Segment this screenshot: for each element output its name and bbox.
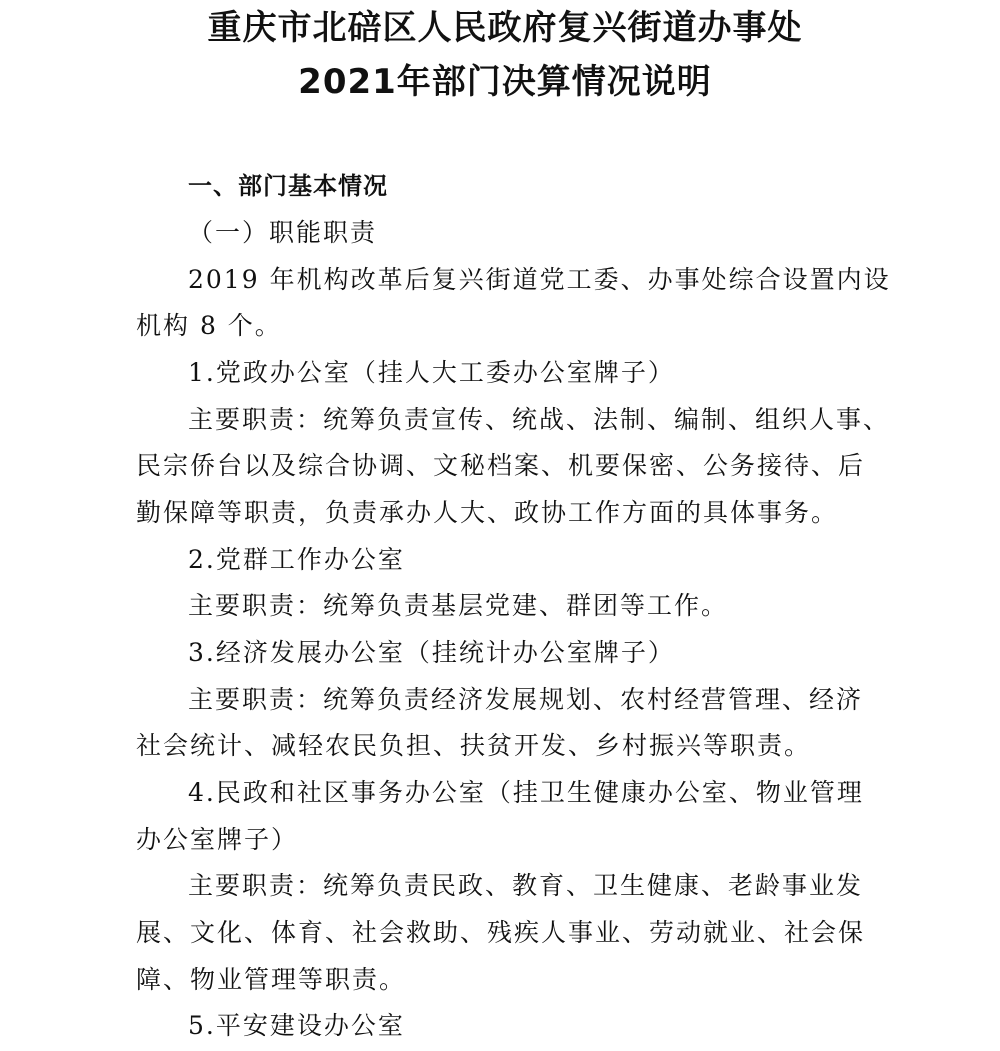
document-title-line1: 重庆市北碚区人民政府复兴街道办事处 xyxy=(207,8,803,48)
item2-title: 2.党群工作办公室 xyxy=(188,545,405,574)
item1-title: 1.党政办公室（挂人大工委办公室牌子） xyxy=(188,358,675,387)
item1-duty-line1: 主要职责：统筹负责宣传、统战、法制、编制、组织人事、 xyxy=(188,405,891,434)
section-heading-basic-info: 一、部门基本情况 xyxy=(188,172,388,200)
item1-duty-line2: 民宗侨台以及综合协调、文秘档案、机要保密、公务接待、后 xyxy=(136,451,866,480)
intro-paragraph-line1: 2019 年机构改革后复兴街道党工委、办事处综合设置内设 xyxy=(188,265,891,294)
item3-duty-line1: 主要职责：统筹负责经济发展规划、农村经营管理、经济 xyxy=(188,685,864,714)
item4-duty-line2: 展、文化、体育、社会救助、残疾人事业、劳动就业、社会保 xyxy=(136,918,866,947)
item3-duty-line2: 社会统计、减轻农民负担、扶贫开发、乡村振兴等职责。 xyxy=(136,731,812,760)
item4-duty-line1: 主要职责：统筹负责民政、教育、卫生健康、老龄事业发 xyxy=(188,871,864,900)
item3-title: 3.经济发展办公室（挂统计办公室牌子） xyxy=(188,638,675,667)
intro-paragraph-line2: 机构 8 个。 xyxy=(136,311,282,340)
document-title-line2: 2021年部门决算情况说明 xyxy=(298,62,712,102)
item4-duty-line3: 障、物业管理等职责。 xyxy=(136,965,407,994)
item5-title: 5.平安建设办公室 xyxy=(188,1011,405,1040)
item4-title-line2: 办公室牌子） xyxy=(136,825,299,854)
subsection-heading-functions: （一）职能职责 xyxy=(188,218,378,247)
item4-title-line1: 4.民政和社区事务办公室（挂卫生健康办公室、物业管理 xyxy=(188,778,864,807)
item2-duty-line1: 主要职责：统筹负责基层党建、群团等工作。 xyxy=(188,591,729,620)
item1-duty-line3: 勤保障等职责，负责承办人大、政协工作方面的具体事务。 xyxy=(136,498,839,527)
